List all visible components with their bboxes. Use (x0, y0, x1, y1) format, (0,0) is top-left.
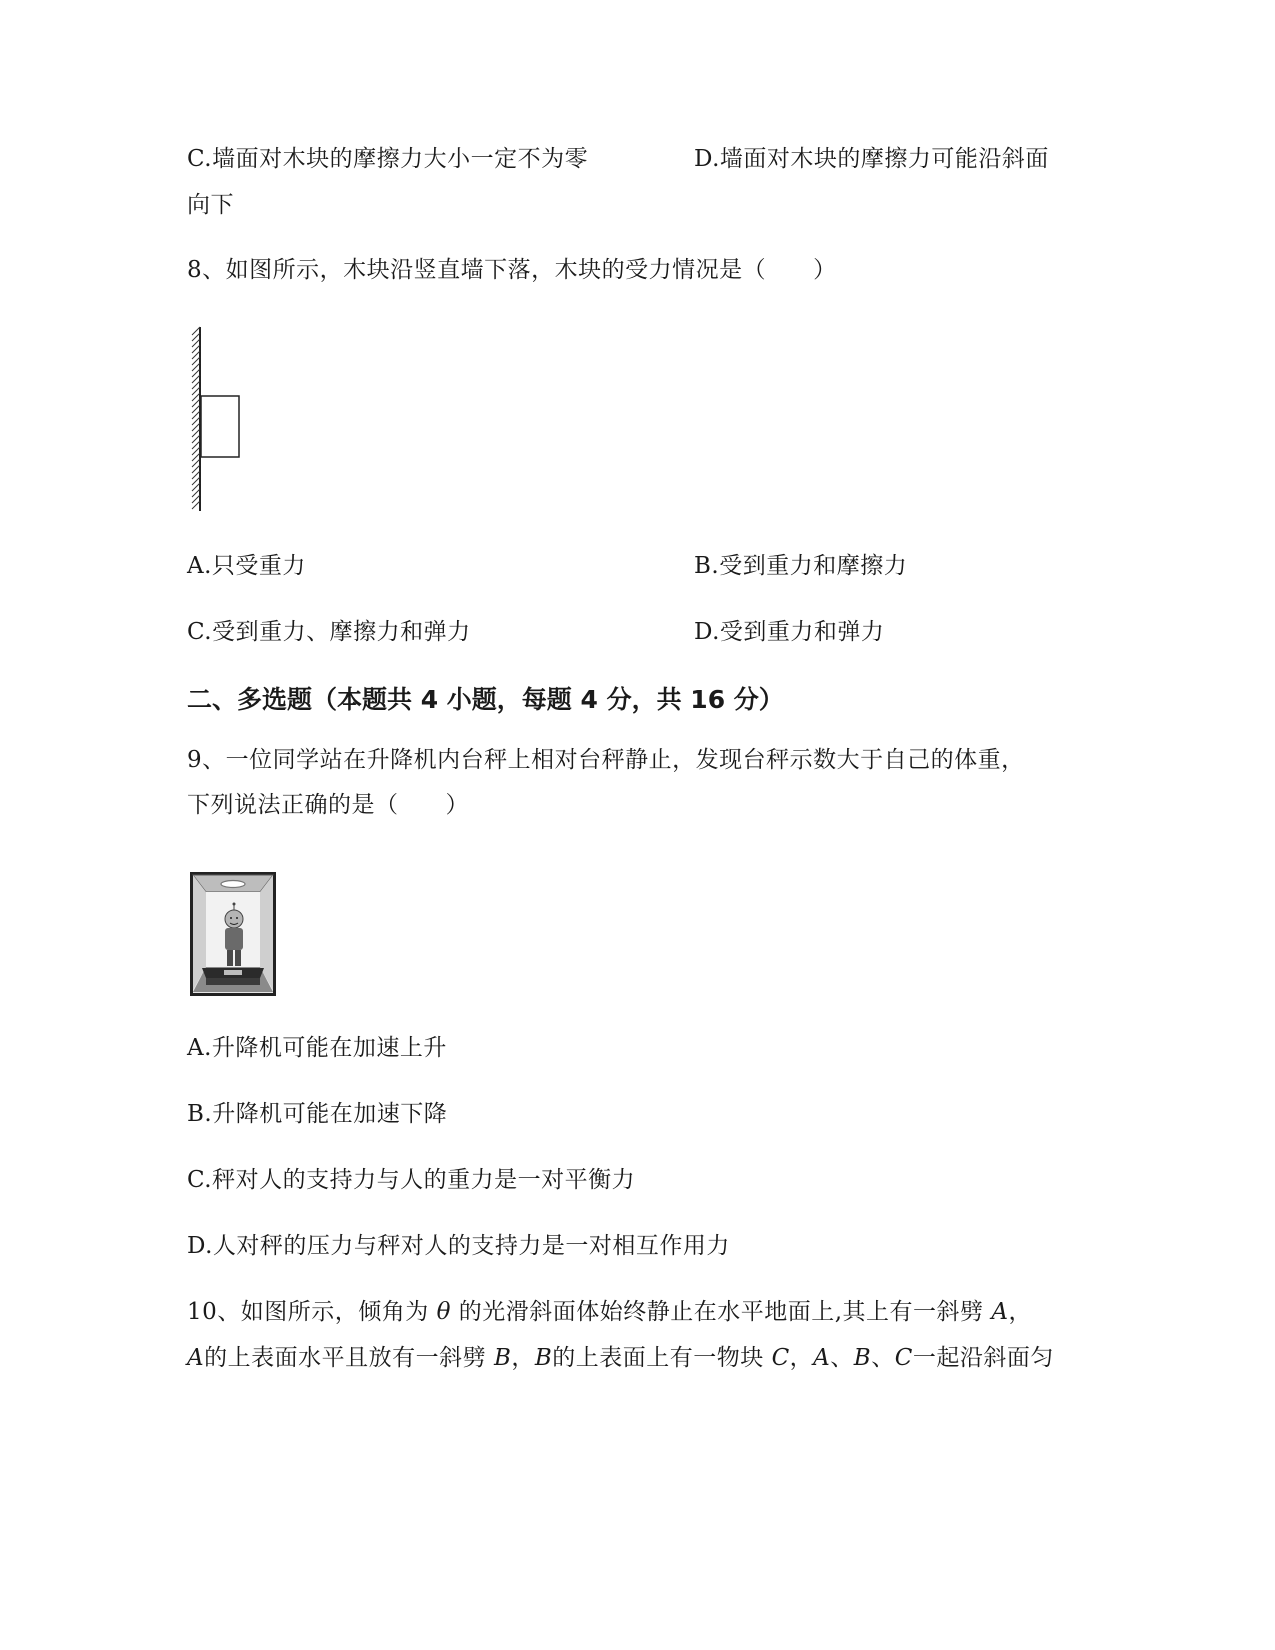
q9-stem-line2: 下列说法正确的是（ ） (187, 792, 469, 818)
ceiling-light (221, 881, 245, 888)
q9-option-c: C.秤对人的支持力与人的重力是一对平衡力 (187, 1167, 636, 1193)
q7-option-d: D.墙面对木块的摩擦力可能沿斜面 (694, 146, 1049, 172)
q10-stem-line2: A的上表面水平且放有一斜劈 B，B的上表面上有一物块 C，A、B、C一起沿斜面匀 (187, 1345, 1054, 1371)
q10-stem-line1: 10、如图所示，倾角为 θ 的光滑斜面体始终静止在水平地面上,其上有一斜劈 A， (187, 1299, 1032, 1325)
q8-option-d: D.受到重力和弹力 (694, 619, 885, 645)
person-head (225, 910, 243, 928)
person-body (225, 928, 243, 950)
section-heading-multiple-choice: 二、多选题（本题共 4 小题，每题 4 分，共 16 分） (187, 685, 784, 714)
q7-option-d-continued: 向下 (187, 192, 234, 218)
q8-option-a: A.只受重力 (187, 553, 306, 579)
q9-option-d: D.人对秤的压力与秤对人的支持力是一对相互作用力 (187, 1233, 730, 1259)
q9-option-a: A.升降机可能在加速上升 (187, 1035, 447, 1061)
person-left-leg (227, 950, 233, 966)
q7-option-c: C.墙面对木块的摩擦力大小一定不为零 (187, 146, 589, 172)
wooden-block (201, 396, 239, 457)
person-right-leg (235, 950, 241, 966)
scale-display (224, 970, 242, 975)
wall-block-figure (185, 325, 255, 515)
wall-hatching (192, 327, 200, 509)
q9-stem-line1: 9、一位同学站在升降机内台秤上相对台秤静止，发现台秤示数大于自己的体重， (187, 747, 1025, 773)
scale-base (206, 978, 260, 985)
q8-option-b: B.受到重力和摩擦力 (694, 553, 908, 579)
q8-option-c: C.受到重力、摩擦力和弹力 (187, 619, 471, 645)
elevator-scale-figure (190, 872, 276, 996)
q9-option-b: B.升降机可能在加速下降 (187, 1101, 448, 1127)
q8-stem: 8、如图所示，木块沿竖直墙下落，木块的受力情况是（ ） (187, 257, 837, 283)
